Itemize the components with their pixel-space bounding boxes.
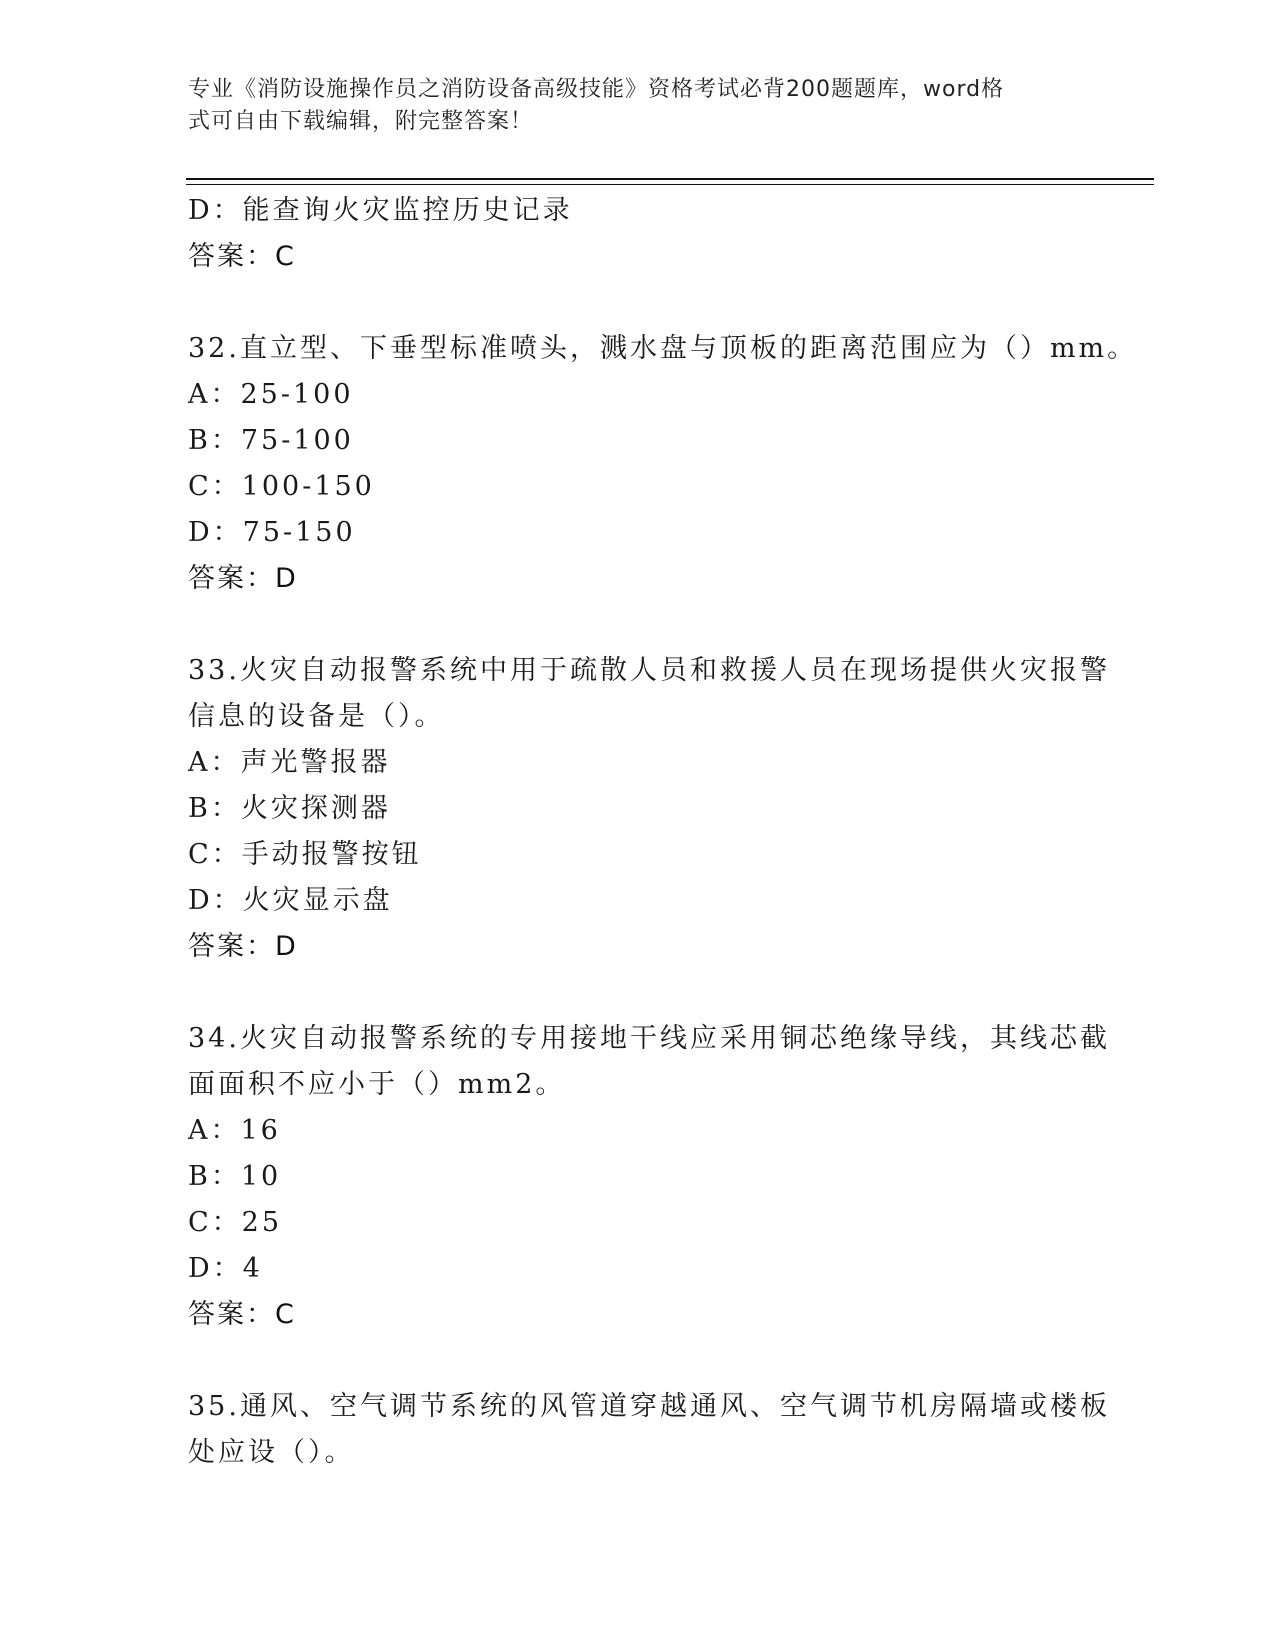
question-content bbox=[188, 188, 1138, 1476]
spacer bbox=[188, 280, 1088, 326]
option-d: D：75-150 bbox=[188, 517, 356, 548]
question-35 bbox=[188, 1384, 1110, 1476]
question-stem-line-1: 33.火灾自动报警系统中用于疏散人员和救援人员在现场提供火灾报警 bbox=[188, 655, 1110, 686]
option-a: A：声光警报器 bbox=[188, 747, 391, 778]
option-c: C：25 bbox=[188, 1207, 283, 1238]
header-rule-thin bbox=[186, 184, 1154, 185]
option-c: C：手动报警按钮 bbox=[188, 839, 422, 870]
option-a: A：16 bbox=[188, 1115, 281, 1146]
question-stem-line-1: 35.通风、空气调节系统的风管道穿越通风、空气调节机房隔墙或楼板 bbox=[188, 1391, 1110, 1422]
spacer bbox=[188, 970, 1088, 1016]
question-stem: 32.直立型、下垂型标准喷头，溅水盘与顶板的距离范围应为（）mm。 bbox=[188, 333, 1138, 364]
header-line-1: 专业《消防设施操作员之消防设备高级技能》资格考试必背200题题库，word格 bbox=[188, 77, 1005, 102]
question-34 bbox=[188, 1016, 1110, 1338]
option-b: B：火灾探测器 bbox=[188, 793, 391, 824]
spacer bbox=[188, 602, 1088, 648]
question-33 bbox=[188, 648, 1110, 970]
option-b: B：75-100 bbox=[188, 425, 354, 456]
question-stem-line-2: 处应设（）。 bbox=[188, 1437, 355, 1468]
answer: 答案：D bbox=[188, 931, 298, 962]
answer: 答案：C bbox=[188, 1299, 296, 1330]
prev-option-d: D：能查询火灾监控历史记录 bbox=[188, 195, 573, 226]
option-b: B：10 bbox=[188, 1161, 282, 1192]
question-32 bbox=[188, 326, 1138, 602]
question-stem-line-2: 面面积不应小于（）mm2。 bbox=[188, 1069, 566, 1100]
question-stem-line-2: 信息的设备是（）。 bbox=[188, 701, 445, 732]
answer: 答案：D bbox=[188, 563, 298, 594]
prev-answer: 答案：C bbox=[188, 241, 296, 272]
option-a: A：25-100 bbox=[188, 379, 354, 410]
header-line-2: 式可自由下载编辑，附完整答案！ bbox=[188, 109, 534, 134]
page-header bbox=[188, 74, 1068, 138]
option-d: D：火灾显示盘 bbox=[188, 885, 393, 916]
spacer bbox=[188, 1338, 1088, 1384]
option-c: C：100-150 bbox=[188, 471, 375, 502]
question-stem-line-1: 34.火灾自动报警系统的专用接地干线应采用铜芯绝缘导线，其线芯截 bbox=[188, 1023, 1110, 1054]
header-rule-thick bbox=[186, 178, 1154, 180]
option-d: D：4 bbox=[188, 1253, 263, 1284]
